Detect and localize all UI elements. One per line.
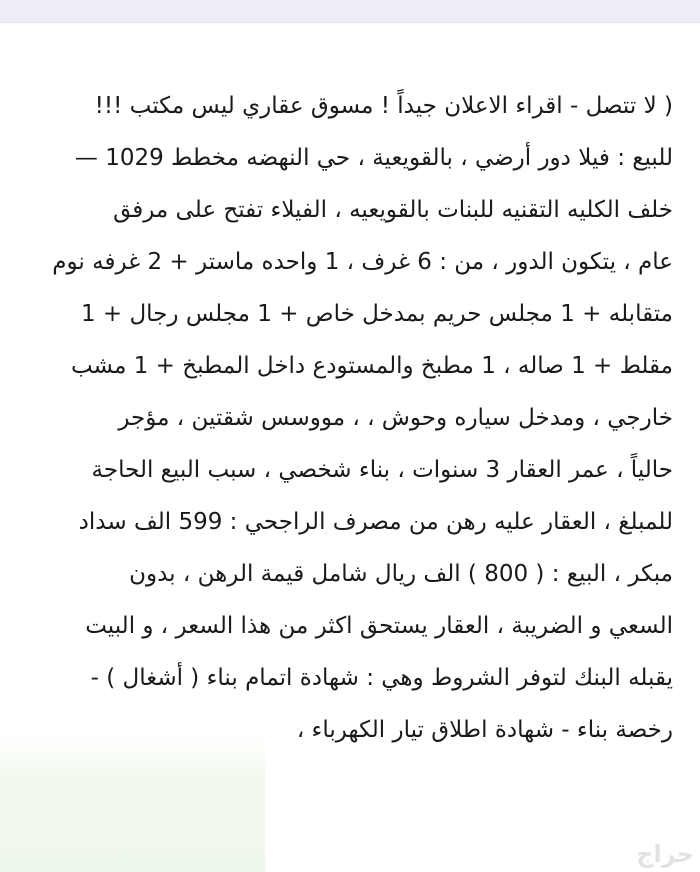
ad-line: للبيع : فيلا دور أرضي ، بالقويعية ، حي النهضه مخطط 1029 — xyxy=(74,145,673,171)
ad-line: رخصة بناء - شهادة اطلاق تيار الكهرباء ، xyxy=(296,717,673,743)
ad-line: السعي و الضريبة ، العقار يستحق اكثر من هذا السعر ، و البيت xyxy=(85,613,673,639)
ad-line: خارجي ، ومدخل سياره وحوش ، ، مووسس شقتين ، مؤجر xyxy=(118,405,673,431)
ad-line: متقابله + 1 مجلس حريم بمدخل خاص + 1 مجلس رجال + 1 xyxy=(80,301,673,327)
ad-line: مقلط + 1 صاله ، 1 مطبخ والمستودع داخل المطبخ + 1 مشب xyxy=(70,353,673,379)
ad-line: خلف الكليه التقنيه للبنات بالقويعيه ، الفيلاء تفتح على مرفق xyxy=(113,197,673,223)
ad-line: ( لا تتصل - اقراء الاعلان جيداً ! مسوق عقاري ليس مكتب !!! xyxy=(94,93,673,119)
watermark-logo: حراج xyxy=(636,840,694,868)
top-bar xyxy=(0,0,700,23)
ad-line: حالياً ، عمر العقار 3 سنوات ، بناء شخصي ، سبب البيع الحاجة xyxy=(91,457,673,483)
ad-line: مبكر ، البيع : ( 800 ) الف ريال شامل قيمة الرهن ، بدون xyxy=(129,561,673,587)
ad-line: يقبله البنك لتوفر الشروط وهي : شهادة اتمام بناء ( أشغال ) - xyxy=(90,665,673,691)
ad-line: عام ، يتكون الدور ، من : 6 غرف ، 1 واحده ماستر + 2 غرفه نوم xyxy=(52,249,673,275)
background-tint xyxy=(0,735,265,872)
ad-line: للمبلغ ، العقار عليه رهن من مصرف الراجحي : 599 الف سداد xyxy=(78,509,673,535)
